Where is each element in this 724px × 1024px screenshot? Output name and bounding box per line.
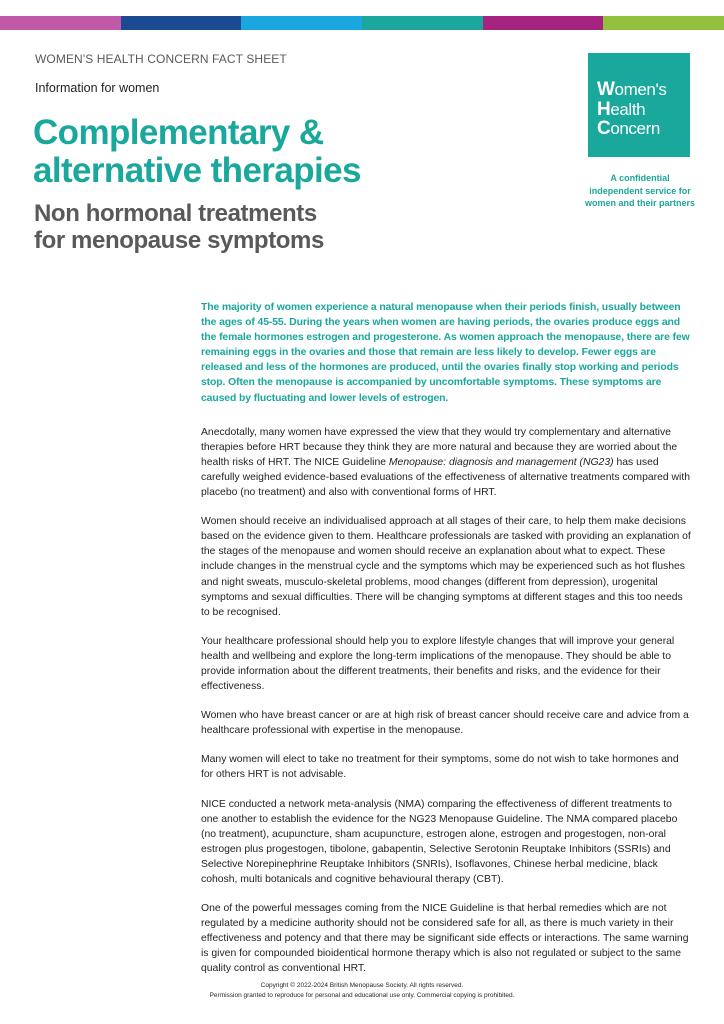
stripe-segment xyxy=(0,16,121,30)
title-line-1: Complementary & xyxy=(33,113,324,152)
body-paragraph-3: Your healthcare professional should help you to explore lifestyle changes that will improve your general health and wellbeing and explore the long-term implications of the menopause. They should be able to provide information about the different treatments, their benefits and risks, and the evidence for their effectiveness. xyxy=(201,635,675,693)
stripe-segment xyxy=(121,16,242,30)
stripe-segment xyxy=(483,16,604,30)
body-paragraph-4: Women who have breast cancer or are at high risk of breast cancer should receive care and advice from a healthcare professional with expertise in the menopause. xyxy=(201,710,689,737)
logo-word-health: ealth xyxy=(610,99,646,119)
logo-word-concern: oncern xyxy=(610,119,660,138)
page-title xyxy=(33,114,473,190)
logo-initial-w: W xyxy=(597,79,615,100)
logo-line-concern xyxy=(597,119,690,139)
audience-label: Information for women xyxy=(35,81,160,95)
body-paragraph-5: Many women will elect to take no treatment for their symptoms, some do not wish to take hormones and for others HRT is not advisable. xyxy=(201,754,679,781)
body-paragraph-6: NICE conducted a network meta-analysis (NMA) comparing the effectiveness of different treatments to one another to establish the evidence for the NG23 Menopause Guideline. The NMA compared placebo (no treatment), acupuncture, sham acupuncture, estrogen alone, estrogen and progestogen, non-oral estrogen plus progestogen, tibolone, gabapentin, Selective Serotonin Reuptake Inhibitors (SSRIs) and Selective Norepinephrine Reuptake Inhibitors (SNRIs), Isoflavones, Chinese herbal medicine, black cohosh, multi botanicals and cognitive behavioural therapy (CBT). xyxy=(201,798,678,885)
logo-tagline xyxy=(578,172,702,210)
tagline-line-3: women and their partners xyxy=(584,198,696,208)
subtitle-line-1: Non hormonal treatments xyxy=(34,200,317,227)
p1-text-after: has used carefully weighed evidence-based evaluations of the effectiveness of alternative treatments compared with placebo (no treatment) and also with conventional forms of HRT. xyxy=(201,456,691,499)
logo-line-health xyxy=(597,100,690,120)
body-paragraph-2: Women should receive an individualised approach at all stages of their care, to help them make decisions based on the evidence given to them. Healthcare professionals are tasked with providing an explanation of the stages of the menopause and women should receive an explanation about what to expect. These include changes in the menstrual cycle and the symptoms which may be experienced such as hot flushes and night sweats, musculo-skeletal problems, mood changes (different from depression), urogenital symptoms and sexual difficulties. There will be changing symptoms at different stages and this too needs to be recognised. xyxy=(201,516,691,618)
logo-line-women xyxy=(597,80,690,100)
stripe-segment xyxy=(603,16,724,30)
p1-text-before: Anecdotally, many women have expressed the view that they would try complementary and alternative therapies before HRT because they think they are more natural and because they are worried about the health risks of HRT. The NICE Guideline xyxy=(201,426,678,468)
tagline-line-2: independent service for xyxy=(589,185,691,196)
logo-initial-h: H xyxy=(597,98,611,120)
title-line-2: alternative therapies xyxy=(33,151,361,190)
body-paragraph-1 xyxy=(201,425,691,500)
body-paragraph-7: One of the powerful messages coming from the NICE Guideline is that herbal remedies which are not regulated by a medicine authority should not be considered safe for all, as there is much variety in their effectiveness and potency and that there may be significant side effects or interactions. The same warning is given for compounded bioidentical hormone therapy which is also not regulated or subject to the same quality control as conventional HRT. xyxy=(201,903,689,975)
page-subtitle xyxy=(34,200,454,254)
color-stripe-bar xyxy=(0,16,724,30)
womens-health-concern-logo xyxy=(588,53,690,157)
stripe-segment xyxy=(362,16,483,30)
logo-initial-c: C xyxy=(597,118,611,139)
subtitle-line-2: for menopause symptoms xyxy=(34,227,324,254)
logo-word-women: omen's xyxy=(614,80,667,99)
tagline-line-1: A confidential xyxy=(610,173,670,183)
footer-permission: Permission granted to reproduce for personal and educational use only. Commercial copying is prohibited. xyxy=(209,992,515,999)
copyright-footer xyxy=(0,981,724,1001)
intro-paragraph: The majority of women experience a natural menopause when their periods finish, usually between the ages of 45-55. During the years when women are having periods, the ovaries produce eggs and the female hormones estrogen and progesterone. As women approach the menopause, there are few remaining eggs in the ovaries and those that remain are less likely to develop. Fewer eggs are released and less of the hormones are produced, until the ovaries finally stop working and periods stop. Often the menopause is accompanied by uncomfortable symptoms. These symptoms are caused by fluctuating and lower levels of estrogen. xyxy=(201,302,690,404)
guideline-title-italic: Menopause: diagnosis and management (NG23) xyxy=(388,456,614,468)
stripe-segment xyxy=(241,16,362,30)
fact-sheet-kicker: WOMEN'S HEALTH CONCERN FACT SHEET xyxy=(35,52,287,66)
footer-copyright: Copyright © 2022-2024 British Menopause Society. All rights reserved. xyxy=(260,982,464,989)
article-body xyxy=(201,300,691,991)
